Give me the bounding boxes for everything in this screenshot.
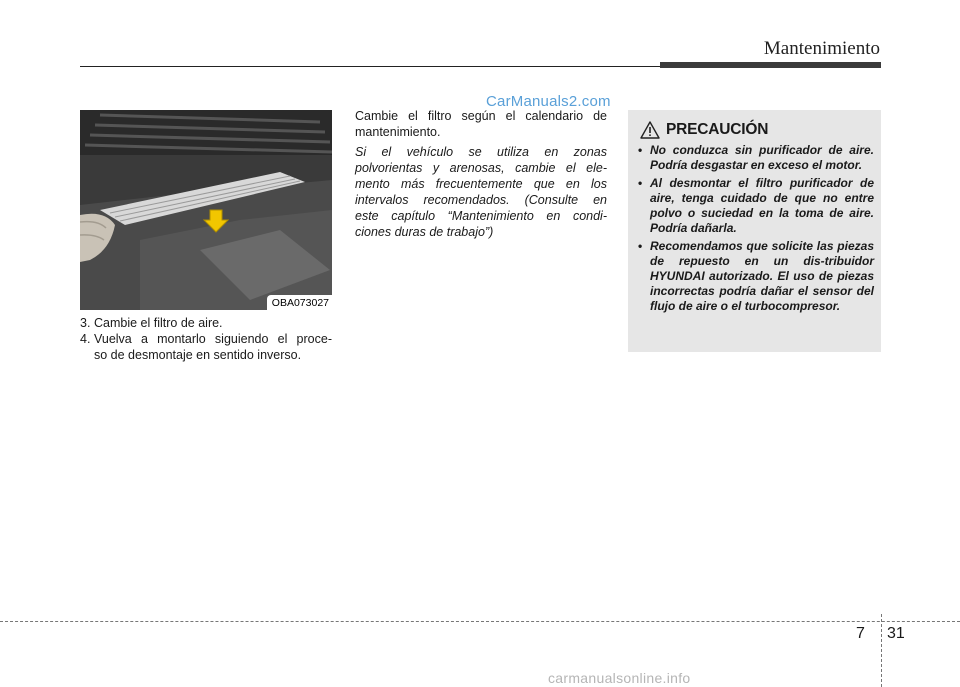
photo-code: OBA073027 — [267, 295, 332, 310]
warning-triangle-icon — [640, 121, 660, 139]
step-text: Cambie el filtro de aire. — [94, 316, 223, 330]
page-number: 31 — [887, 625, 905, 642]
page-number-divider — [881, 614, 882, 687]
step-number: 4. — [80, 332, 91, 346]
caution-title: PRECAUCIÓN — [666, 121, 769, 138]
italic-line: este capítulo “Mantenimiento en condi- — [355, 209, 607, 223]
caution-list — [638, 143, 874, 317]
header-rule — [80, 66, 660, 67]
italic-line: mento más frecuentemente que en los — [355, 177, 607, 191]
watermark: CarManuals2.com — [486, 93, 611, 110]
air-filter-illustration — [80, 110, 332, 310]
chapter-number: 7 — [856, 625, 865, 642]
caution-item-text: No conduzca sin purificador de aire. Podría desgastar en exceso el motor. — [650, 143, 874, 172]
section-title: Mantenimiento — [763, 38, 880, 59]
caution-item — [638, 239, 874, 314]
italic-line: ciones duras de trabajo”) — [355, 225, 494, 239]
caution-item — [638, 176, 874, 236]
footer-watermark: carmanualsonline.info — [548, 670, 691, 686]
caution-header — [640, 119, 768, 141]
italic-line: intervalos recomendados. (Consulte en — [355, 193, 607, 207]
middle-column — [355, 108, 607, 240]
bullet-icon: • — [638, 176, 643, 190]
step-3 — [80, 315, 223, 331]
step-4 — [80, 331, 332, 363]
body-line: Cambie el filtro según el calendario de — [355, 109, 607, 123]
header-bar — [660, 62, 881, 68]
caution-box — [628, 110, 881, 352]
footer-rule — [0, 621, 960, 622]
caution-item-text: Al desmontar el filtro purificador de aire, tenga cuidado de que no entre polvo o suciedad en la toma de aire. Podría dañarla. — [650, 176, 874, 235]
caution-item-text: Recomendamos que solicite las piezas de repuesto en un dis-tribuidor HYUNDAI autorizado. El uso de piezas incorrectas podría dañar el sensor del flujo de aire o el turbocompresor. — [650, 239, 874, 313]
step-text-line1: Vuelva a montarlo siguiendo el proce- — [94, 332, 332, 346]
step-number: 3. — [80, 316, 91, 330]
italic-line: Si el vehículo se utiliza en zonas — [355, 145, 607, 159]
caution-item — [638, 143, 874, 173]
italic-line: polvorientas y arenosas, cambie el ele- — [355, 161, 607, 175]
air-filter-photo — [80, 110, 332, 310]
step-text-line2: so de desmontaje en sentido inverso. — [94, 348, 302, 362]
bullet-icon: • — [638, 239, 643, 253]
body-line: mantenimiento. — [355, 125, 441, 139]
bullet-icon: • — [638, 143, 643, 157]
